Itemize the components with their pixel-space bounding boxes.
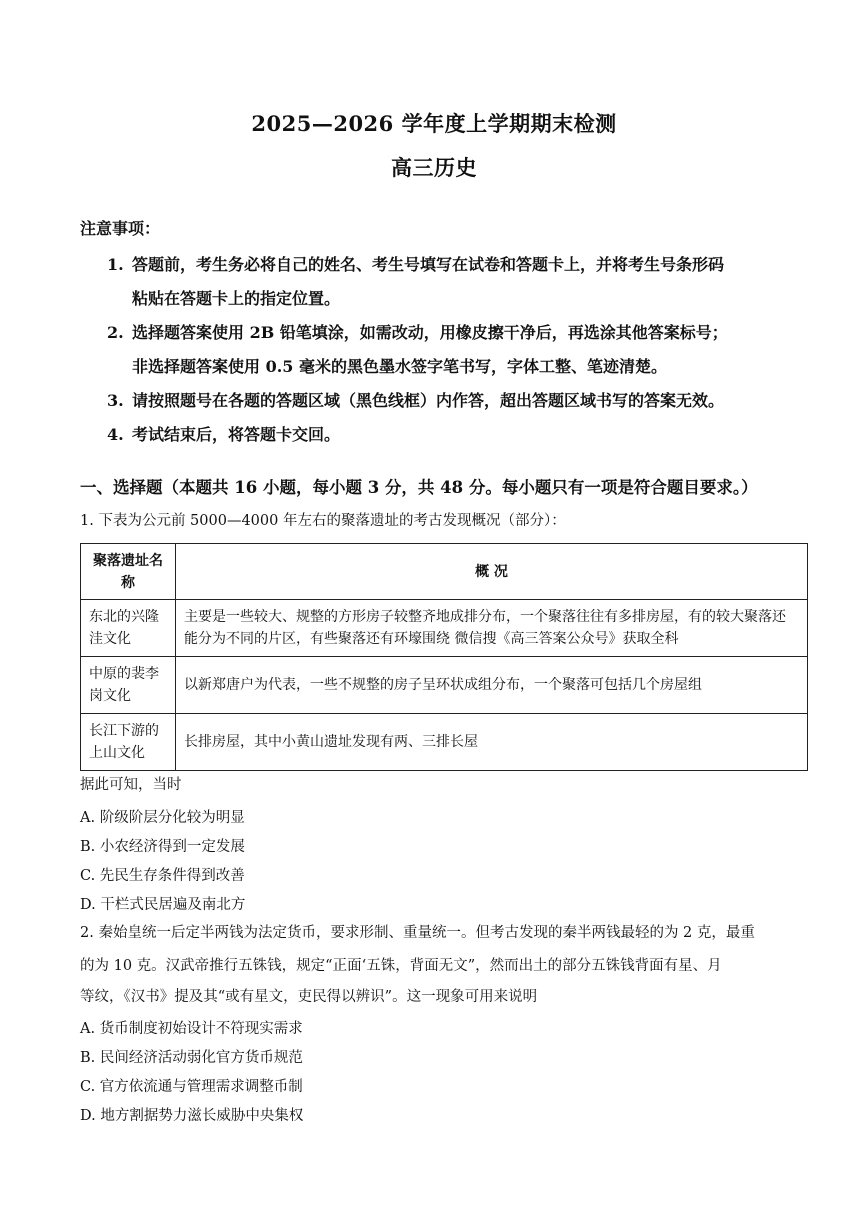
table-cell-desc: 以新郑唐户为代表，一些不规整的房子呈环状成组分布，一个聚落可包括几个房屋组 — [176, 657, 808, 714]
table-header-row — [81, 544, 808, 600]
notice-item-2 — [107, 316, 827, 350]
notice-item-text: 选择题答案使用 2B 铅笔填涂，如需改动，用橡皮擦干净后，再选涂其他答案标号； — [132, 323, 728, 342]
exam-title: 2025—2026 学年度上学期期末检测 — [251, 111, 617, 136]
question-2-option-b: B. 民间经济活动弱化官方货币规范 — [80, 1050, 303, 1066]
table-row — [81, 657, 808, 714]
question-2-stem-line-1: 2. 秦始皇统一后定半两钱为法定货币，要求形制、重量统一。但考古发现的秦半两钱最轻的为 2 克，最重 — [80, 925, 755, 941]
question-1-option-d: D. 干栏式民居遍及南北方 — [80, 897, 246, 913]
notice-item-number: 4. — [107, 425, 124, 444]
table-cell-desc: 长排房屋，其中小黄山遗址发现有两、三排长屋 — [176, 714, 808, 771]
table-header-name: 聚落遗址名称 — [81, 544, 176, 600]
notice-item-number: 3. — [107, 391, 124, 410]
notice-item-1-cont: 粘贴在答题卡上的指定位置。 — [132, 289, 341, 308]
table-cell-name: 长江下游的上山文化 — [81, 714, 176, 771]
question-2-option-a: A. 货币制度初始设计不符现实需求 — [80, 1021, 303, 1037]
exam-subject: 高三历史 — [391, 155, 477, 180]
notice-item-number: 2. — [107, 323, 124, 342]
notice-item-text: 答题前，考生务必将自己的姓名、考生号填写在试卷和答题卡上，并将考生号条形码 — [132, 255, 725, 274]
table-cell-name: 中原的裴李岗文化 — [81, 657, 176, 714]
notice-item-1 — [107, 248, 827, 282]
question-2-option-c: C. 官方依流通与管理需求调整币制 — [80, 1079, 303, 1095]
notice-item-number: 1. — [107, 255, 124, 274]
question-1-option-b: B. 小农经济得到一定发展 — [80, 839, 245, 855]
notice-item-2-cont: 非选择题答案使用 0.5 毫米的黑色墨水签字笔书写，字体工整、笔迹清楚。 — [132, 357, 667, 376]
table-cell-desc: 主要是一些较大、规整的方形房子较整齐地成排分布，一个聚落往往有多排房屋，有的较大聚落还能分为不同的片区，有些聚落还有环壕围绕 微信搜《高三答案公众号》获取全科 — [176, 600, 808, 657]
table-header-desc: 概 况 — [176, 544, 808, 600]
section-heading: 一、选择题（本题共 16 小题，每小题 3 分，共 48 分。每小题只有一项是符合题目要求。） — [80, 478, 758, 497]
question-2-stem-line-3: 等纹，《汉书》提及其“或有星文，吏民得以辨识”。这一现象可用来说明 — [80, 989, 538, 1005]
table-row — [81, 600, 808, 657]
notice-item-text: 请按照题号在各题的答题区域（黑色线框）内作答，超出答题区域书写的答案无效。 — [132, 391, 725, 410]
table-cell-name: 东北的兴隆洼文化 — [81, 600, 176, 657]
site-table — [80, 543, 808, 771]
question-2-stem-line-2: 的为 10 克。汉武帝推行五铢钱，规定“正面‘五铢，背面无文”，然而出土的部分五铢钱背面有星、月 — [80, 958, 722, 974]
notice-item-4 — [107, 418, 827, 452]
question-1-option-c: C. 先民生存条件得到改善 — [80, 868, 245, 884]
notice-heading: 注意事项： — [80, 219, 161, 238]
notice-item-3 — [107, 384, 827, 418]
question-1-option-a: A. 阶级阶层分化较为明显 — [80, 810, 245, 826]
table-row — [81, 714, 808, 771]
question-1-stem: 1. 下表为公元前 5000—4000 年左右的聚落遗址的考古发现概况（部分）： — [80, 513, 566, 529]
question-1-conclusion: 据此可知，当时 — [80, 777, 182, 793]
question-2-option-d: D. 地方割据势力滋长威胁中央集权 — [80, 1108, 304, 1124]
notice-item-text: 考试结束后，将答题卡交回。 — [132, 425, 341, 444]
